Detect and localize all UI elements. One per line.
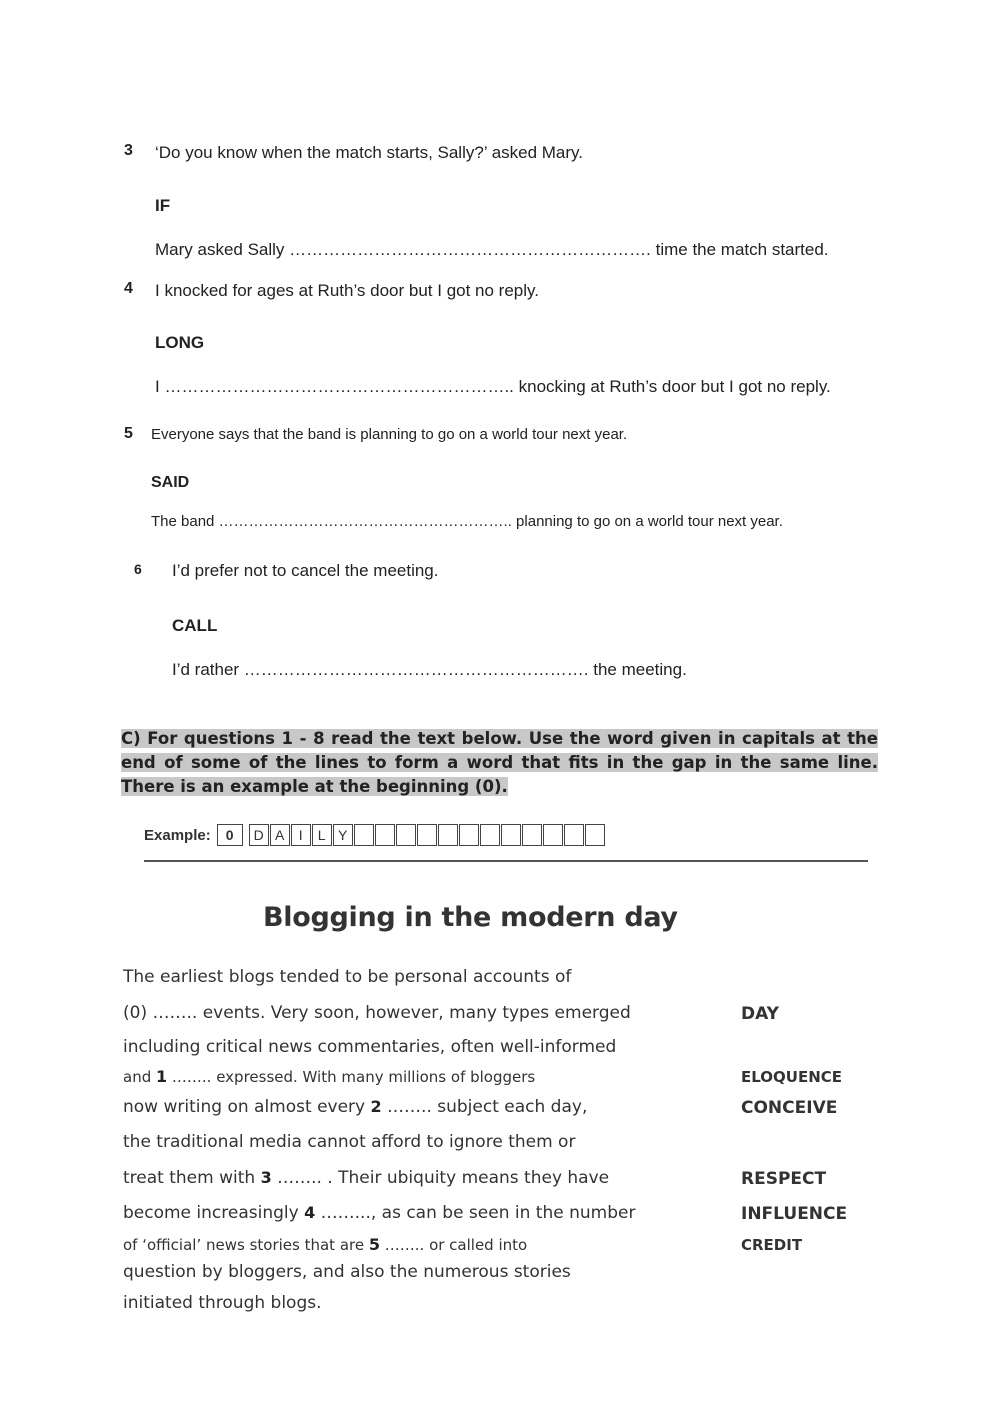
gap-number[interactable]: 3: [260, 1168, 272, 1187]
text-line: [123, 1262, 571, 1282]
gap-keyword: RESPECT: [741, 1169, 827, 1189]
question-number-3: 3: [124, 142, 133, 159]
text-line: [123, 1203, 635, 1223]
example-letter-box: [354, 824, 374, 846]
gap-keyword: INFLUENCE: [741, 1204, 848, 1224]
question-3-keyword: IF: [155, 196, 171, 215]
text-line: [123, 1037, 616, 1057]
text-line-content: including critical news commentaries, often well-informed: [123, 1037, 617, 1057]
gap-number[interactable]: 4: [304, 1203, 316, 1222]
text-title: Blogging in the modern day: [263, 902, 678, 933]
example-letter-box: [564, 824, 584, 846]
question-number-5: 5: [124, 425, 133, 442]
text-line-content: (0) …….. events. Very soon, however, many types emerged: [123, 1003, 631, 1023]
question-5-gapped-sentence[interactable]: The band ………………………………………………….. planning to go on a world tour next year.: [151, 513, 783, 530]
example-answer: [144, 824, 606, 846]
example-letter-box: [522, 824, 542, 846]
text-line: [123, 1168, 609, 1188]
text-line-content: The earliest blogs tended to be personal accounts of: [123, 967, 572, 987]
question-4-gapped-sentence[interactable]: I …………………………………………………….. knocking at Ruth’s door but I got no reply.: [155, 377, 831, 396]
question-4-sentence: I knocked for ages at Ruth’s door but I got no reply.: [155, 281, 539, 300]
question-5-keyword: SAID: [151, 474, 190, 491]
section-c-instructions-text: C) For questions 1 - 8 read the text below. Use the word given in capitals at the end of some of the lines to form a word that fits in the gap in the same line. There is an example at the beginning (0).: [121, 729, 878, 796]
text-line: [123, 1293, 322, 1313]
question-6-gapped-sentence[interactable]: I’d rather ……………………………………………………. the meeting.: [172, 660, 687, 679]
example-letter-box: [438, 824, 458, 846]
text-line-continuation: …….. subject each day,: [381, 1097, 588, 1117]
question-6-keyword: CALL: [172, 616, 218, 635]
text-line-content: the traditional media cannot afford to ignore them or: [123, 1132, 576, 1152]
text-line: [123, 1097, 587, 1117]
example-letter-box: A: [270, 824, 290, 846]
text-line-continuation: ……..., as can be seen in the number: [315, 1203, 636, 1223]
gap-number[interactable]: 1: [156, 1067, 168, 1086]
gap-keyword: ELOQUENCE: [741, 1068, 843, 1086]
text-line-content: of ‘official’ news stories that are: [123, 1236, 369, 1254]
gap-number[interactable]: 5: [368, 1235, 380, 1254]
text-line: [123, 1067, 535, 1086]
text-line: [123, 967, 571, 987]
section-c-instructions: [121, 727, 878, 799]
example-letter-box: I: [291, 824, 311, 846]
gap-keyword: CONCEIVE: [741, 1098, 838, 1118]
example-letter-box: [543, 824, 563, 846]
example-letter-boxes: [249, 824, 606, 846]
example-letter-box: [501, 824, 521, 846]
text-line-content: initiated through blogs.: [123, 1293, 322, 1313]
text-line-continuation: …….. expressed. With many millions of bloggers: [167, 1068, 536, 1086]
example-number-box: 0: [217, 824, 243, 846]
example-letter-box: [417, 824, 437, 846]
example-label: Example:: [144, 826, 211, 844]
gap-number[interactable]: 2: [370, 1097, 382, 1116]
text-line-content: treat them with: [123, 1168, 261, 1188]
question-3-gapped-sentence[interactable]: Mary asked Sally ………………………………………………………. time the match started.: [155, 240, 829, 259]
example-letter-box: [585, 824, 605, 846]
text-line-content: become increasingly: [123, 1203, 305, 1223]
question-6-sentence: I’d prefer not to cancel the meeting.: [172, 561, 439, 580]
example-letter-box: [480, 824, 500, 846]
example-letter-box: [459, 824, 479, 846]
divider: [144, 860, 868, 862]
text-line: [123, 1235, 527, 1254]
question-4-keyword: LONG: [155, 333, 205, 352]
text-line-continuation: …….. . Their ubiquity means they have: [271, 1168, 610, 1188]
question-3-sentence: ‘Do you know when the match starts, Sally?’ asked Mary.: [155, 143, 584, 162]
gap-keyword: DAY: [741, 1004, 779, 1024]
question-5-sentence: Everyone says that the band is planning to go on a world tour next year.: [151, 426, 628, 443]
gap-keyword: CREDIT: [741, 1236, 803, 1254]
text-line-content: question by bloggers, and also the numerous stories: [123, 1262, 571, 1282]
text-line-content: now writing on almost every: [123, 1097, 371, 1117]
text-line-content: and: [123, 1068, 156, 1086]
text-line-continuation: …….. or called into: [380, 1236, 528, 1254]
text-line: [123, 1003, 631, 1023]
example-letter-box: [396, 824, 416, 846]
question-number-4: 4: [124, 280, 133, 297]
example-letter-box: Y: [333, 824, 353, 846]
example-letter-box: L: [312, 824, 332, 846]
question-number-6: 6: [134, 561, 142, 577]
example-letter-box: D: [249, 824, 269, 846]
text-line: [123, 1132, 575, 1152]
example-letter-box: [375, 824, 395, 846]
